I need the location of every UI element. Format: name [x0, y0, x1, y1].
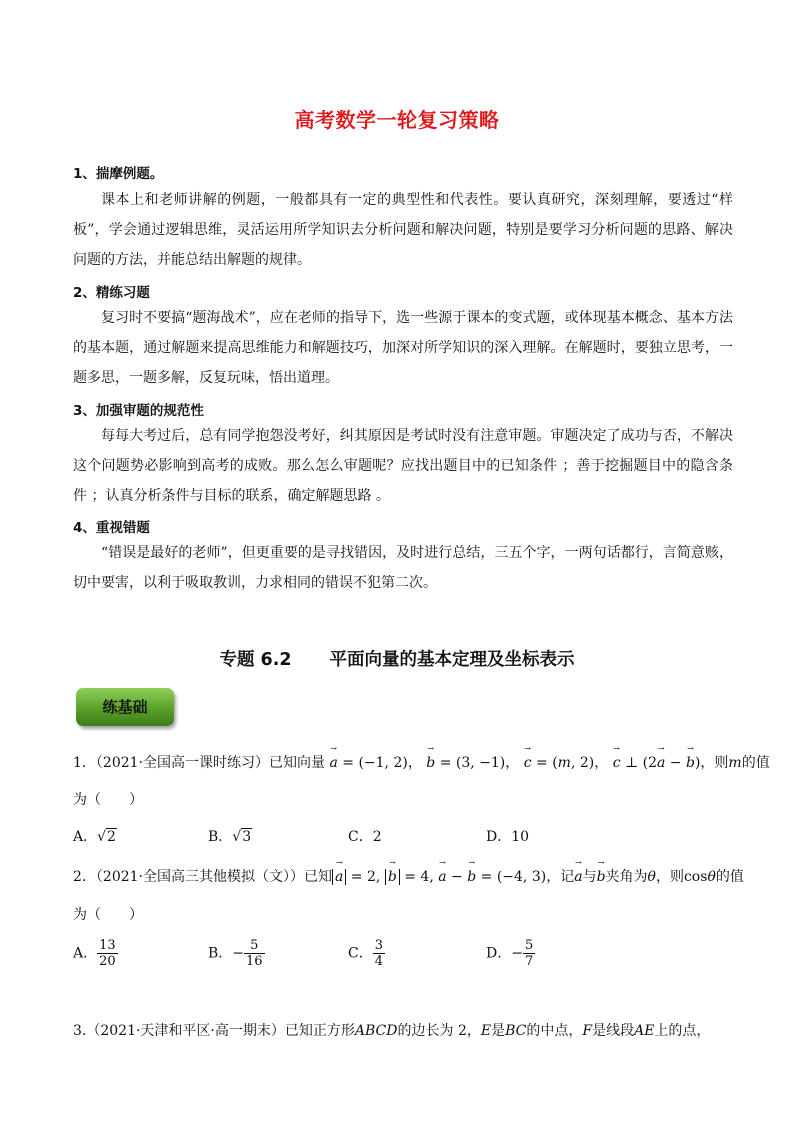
segment-bc: BC	[505, 1023, 527, 1039]
difference-value: = (−4, 3)	[476, 869, 547, 885]
comma: ，	[407, 755, 422, 771]
text: 上的点，	[654, 1023, 711, 1039]
option-sign: −	[232, 945, 245, 962]
q2-option-b[interactable]	[208, 938, 265, 969]
and-text: 与	[582, 869, 597, 885]
equals-2: = 2,	[346, 869, 385, 885]
minus: −	[446, 869, 468, 885]
vector-b: → b	[686, 755, 695, 771]
question-1-prefix: 1．（2021·全国高一课时练习）已知向量	[73, 755, 325, 771]
option-label: B．	[208, 945, 233, 962]
vector-c-value: = (	[536, 755, 558, 771]
question-2-line-1	[73, 866, 744, 886]
topic-name: 平面向量的基本定理及坐标表示	[329, 650, 575, 670]
fraction: $\frac{3}{4}$	[374, 938, 383, 969]
page-title: 高考数学一轮复习策略	[294, 108, 500, 132]
vector-a: → a	[329, 755, 337, 771]
theta-symbol: θ	[707, 869, 716, 885]
q1-option-a[interactable]	[73, 826, 117, 846]
vector-b-value: = (3, −1)	[439, 755, 506, 771]
option-sign: −	[511, 945, 523, 962]
section-heading-2: 2、精练习题	[73, 285, 150, 301]
q1-option-b[interactable]	[208, 826, 252, 846]
angle-text: 夹角为	[605, 869, 648, 885]
vector-b: → b	[467, 869, 476, 885]
comma: ，	[505, 755, 520, 771]
option-label: A．	[73, 829, 98, 845]
question-2-suffix: 的值	[715, 869, 744, 885]
text: 是线段	[592, 1023, 635, 1039]
q1-option-c[interactable]	[348, 826, 382, 846]
cos-function: cos	[683, 869, 708, 885]
vector-c-value-end: , 2)	[570, 755, 595, 771]
q2-option-a[interactable]	[73, 938, 118, 969]
option-label: B．	[208, 829, 233, 845]
close-paren: )	[694, 755, 701, 771]
note-text: ，记	[546, 869, 575, 885]
question-2-prefix: 2．（2021·全国高三其他模拟（文））已知	[73, 869, 332, 885]
question-2-line-2: 为（ ）	[73, 907, 143, 923]
q2-option-d[interactable]	[486, 938, 535, 969]
vector-b: → b	[426, 755, 435, 771]
fraction: $\frac{13}{20}$	[99, 938, 116, 969]
equals-4: = 4,	[399, 869, 439, 885]
topic-title	[0, 646, 794, 671]
question-1-line-1	[73, 752, 770, 772]
option-label: D．	[486, 829, 512, 845]
section-text-1: 课本上和老师讲解的例题，一般都具有一定的典型性和代表性。要认真研究，深刻理解，要透过“样板”，学会通过逻辑思维，灵活运用所学知识去分析问题和解决问题，特别是要学习分析问题的思路、解决问题的方法，并能总结出解题的规律。	[73, 192, 733, 268]
question-3-prefix: 3.（2021·天津和平区·高一期末）已知正方形	[73, 1023, 355, 1039]
section-text-2: 复习时不要搞“题海战术”，应在老师的指导下，选一些源于课本的变式题，或体现基本概念、基本方法的基本题，通过解题来提高思维能力和解题技巧，加深对所学知识的深入理解。在解题时，要独立思考，一题多思，一题多解，反复玩味，悟出道理。	[73, 310, 733, 386]
perp-symbol: ⊥ (2	[624, 755, 657, 771]
vector-c: → c	[613, 755, 621, 771]
option-label: C．	[348, 945, 373, 962]
q1-option-d[interactable]	[486, 826, 529, 846]
vector-b: → b	[597, 869, 606, 885]
section-text-4: “错误是最好的老师”，但更重要的是寻找错因，及时进行总结，三五个字，一两句话都行，言简意赅，切中要害，以利于吸取教训，力求相同的错误不犯第二次。	[73, 545, 733, 591]
question-1-suffix: 的值	[741, 755, 770, 771]
vector-a: → a	[574, 869, 582, 885]
then-text: ，则	[655, 869, 684, 885]
fraction: $\frac{5}{16}$	[246, 938, 263, 969]
section-heading-4: 4、重视错题	[73, 520, 150, 536]
variable-m: m	[728, 755, 742, 771]
then-text: ，则	[700, 755, 729, 771]
vector-a: → a	[657, 755, 665, 771]
point-e: E	[480, 1023, 492, 1039]
vector-a-value: = (−1, 2)	[342, 755, 408, 771]
text: 是	[491, 1023, 506, 1039]
section-heading-1: 1、揣摩例题。	[73, 166, 164, 182]
sqrt-value: √2	[97, 829, 116, 845]
vector-c: → c	[524, 755, 532, 771]
option-label: C．	[348, 829, 373, 845]
question-3-line-1	[73, 1020, 710, 1040]
vector-a: → a	[335, 869, 343, 885]
fraction: $\frac{5}{7}$	[524, 938, 534, 969]
option-label: D．	[486, 945, 512, 962]
text: 的边长为 2，	[397, 1023, 481, 1039]
option-label: A．	[73, 945, 98, 962]
q2-option-c[interactable]	[348, 938, 385, 969]
option-value: 10	[511, 829, 530, 845]
question-1-line-2: 为（ ）	[73, 792, 143, 808]
topic-number: 专题 6.2	[219, 650, 292, 670]
option-value: 2	[372, 829, 382, 845]
vector-b: → b	[388, 869, 397, 885]
point-f: F	[582, 1023, 593, 1039]
minus: −	[665, 755, 686, 771]
text: 的中点，	[526, 1023, 583, 1039]
practice-badge: 练基础	[76, 688, 174, 726]
comma: ，	[594, 755, 609, 771]
sqrt-value: √3	[232, 829, 252, 845]
theta-symbol: θ	[647, 869, 656, 885]
segment-ae: AE	[634, 1023, 655, 1039]
vector-a: → a	[438, 869, 446, 885]
variable-m: m	[557, 755, 571, 771]
section-heading-3: 3、加强审题的规范性	[73, 403, 204, 419]
square-abcd: ABCD	[354, 1023, 398, 1039]
section-text-3: 每每大考过后，总有同学抱怨没考好，纠其原因是考试时没有注意审题。审题决定了成功与否，不解决这个问题势必影响到高考的成败。那么怎么审题呢？应找出题目中的已知条件 ；善于挖掘题目中的隐含条件 ；认真分析条件与目标的联系，确定解题思路 。	[73, 428, 733, 504]
